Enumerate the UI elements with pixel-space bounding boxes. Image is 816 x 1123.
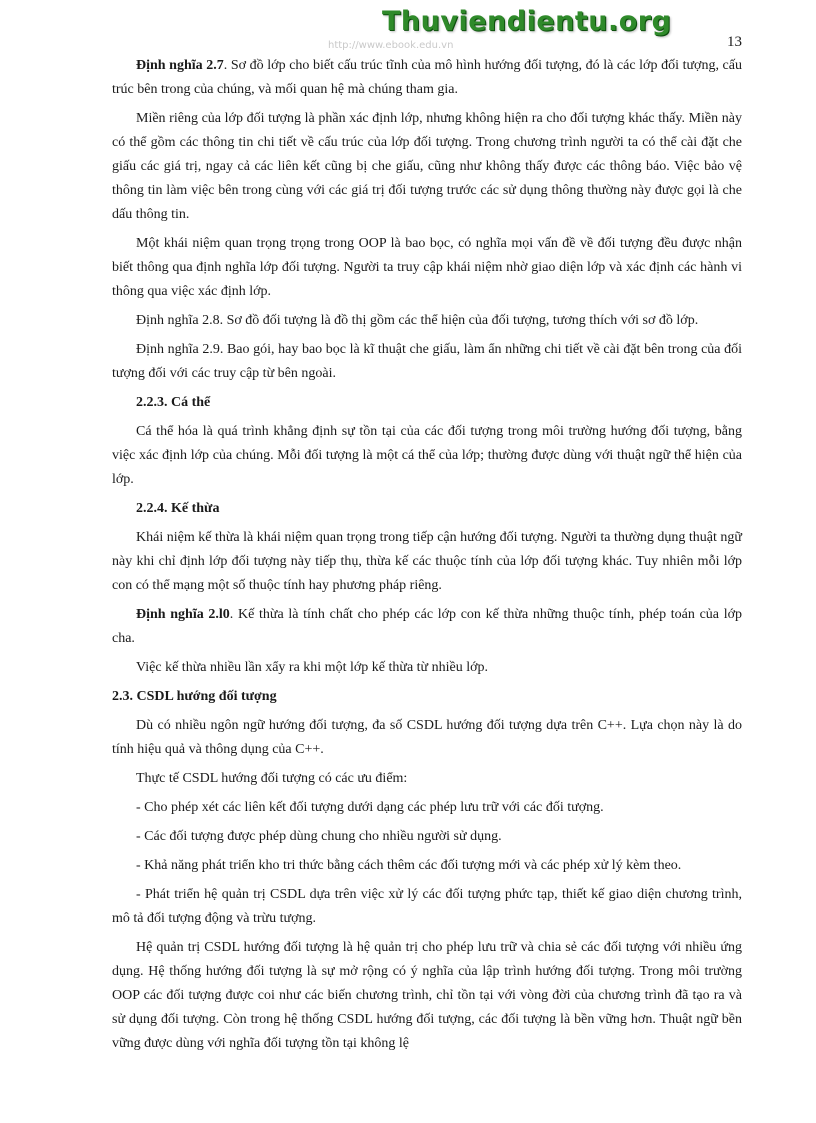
definition-text: . Sơ đồ lớp cho biết cấu trúc tĩnh của mô hình hướng đối tượng, đó là các lớp đối tượng, cấu trúc bên trong của chúng, và mối quan hệ mà chúng tham gia. — [112, 58, 742, 97]
paragraph: Việc kế thừa nhiều lần xẩy ra khi một lớp kế thừa từ nhiều lớp. — [136, 660, 489, 675]
watermark-url: http://www.ebook.edu.vn — [328, 40, 454, 51]
definition-label: Định nghĩa 2.7 — [136, 58, 224, 73]
list-item: - Các đối tượng được phép dùng chung cho nhiều người sử dụng. — [136, 829, 502, 844]
list-item: - Phát triển hệ quản trị CSDL dựa trên việc xử lý các đối tượng phức tạp, thiết kế giao diện chương trình, mô tả đối tượng động và trừu tượng. — [112, 887, 742, 926]
paragraph: Cá thể hóa là quá trình khẳng định sự tồn tại của các đối tượng trong môi trường hướng đối tượng, bằng việc xác định lớp của chúng. Mỗi đối tượng là một cá thể của lớp; thường được dùng với thuật ngữ thể hiện của lớp. — [112, 424, 742, 487]
section-heading-2-2-3: 2.2.3. Cá thể — [136, 395, 211, 410]
paragraph-definition-2-8: Định nghĩa 2.8. Sơ đồ đối tượng là đồ thị gồm các thể hiện của đối tượng, tương thích với sơ đồ lớp. — [136, 313, 699, 328]
section-heading-2-3: 2.3. CSDL hướng đối tượng — [112, 689, 277, 704]
page-content — [112, 54, 742, 1061]
paragraph: Hệ quản trị CSDL hướng đối tượng là hệ quản trị cho phép lưu trữ và chia sẻ các đối tượng với nhiều ứng dụng. Hệ thống hướng đối tượng là sự mở rộng có ý nghĩa của lập trình hướng đối tượng. Trong môi trường OOP các đối tượng được coi như các biến chương trình, chỉ tồn tại với vòng đời của chương trình đã tạo ra và sử dụng đối tượng. Còn trong hệ thống CSDL hướng đối tượng, các đối tượng là bền vững hơn. Thuật ngữ bền vững được dùng với nghĩa đối tượng tồn tại không lệ — [112, 940, 742, 1051]
paragraph-definition-2-10 — [112, 603, 742, 651]
page-number: 13 — [727, 34, 742, 50]
definition-text: . Kế thừa là tính chất cho phép các lớp con kế thừa những thuộc tính, phép toán của lớp cha. — [112, 607, 742, 646]
site-logo: Thuviendientu.org — [382, 6, 672, 37]
definition-label: Định nghĩa 2.l0 — [136, 607, 230, 622]
paragraph: Miền riêng của lớp đối tượng là phần xác định lớp, nhưng không hiện ra cho đối tượng khác thấy. Miền này có thể gồm các thông tin chi tiết về cấu trúc của lớp đối tượng. Trong chương trình người ta có thể cài đặt che giấu các giá trị, ngay cả các liên kết cũng bị che giấu, cũng như không thấy được các thông báo. Việc bảo vệ thông tin làm việc bên trong cùng với các giá trị đối tượng trước các sử dụng thông thường này được gọi là che dấu thông tin. — [112, 111, 742, 222]
section-heading-2-2-4: 2.2.4. Kế thừa — [136, 501, 220, 516]
paragraph: Dù có nhiều ngôn ngữ hướng đối tượng, đa số CSDL hướng đối tượng dựa trên C++. Lựa chọn này là do tính hiệu quả và thông dụng của C++. — [112, 718, 742, 757]
paragraph: Thực tế CSDL hướng đối tượng có các ưu điểm: — [136, 771, 408, 786]
paragraph: Khái niệm kế thừa là khái niệm quan trọng trong tiếp cận hướng đối tượng. Người ta thường dụng thuật ngữ này khi chỉ định lớp đối tượng này tiếp thụ, thừa kế các thuộc tính của lớp đối tượng khác. Tuy nhiên mỗi lớp con có thể mạng một số thuộc tính hay phương pháp riêng. — [112, 530, 742, 593]
list-item: - Cho phép xét các liên kết đối tượng dưới dạng các phép lưu trữ với các đối tượng. — [136, 800, 604, 815]
list-item: - Khả năng phát triển kho tri thức bằng cách thêm các đối tượng mới và các phép xử lý kèm theo. — [136, 858, 682, 873]
paragraph-definition-2-7 — [112, 54, 742, 102]
paragraph: Một khái niệm quan trọng trọng trong OOP là bao bọc, có nghĩa mọi vấn đề về đối tượng đều được nhận biết thông qua định nghĩa lớp đối tượng. Người ta truy cập khái niệm nhờ giao diện lớp và xác định các hành vi thông qua việc xác định lớp. — [112, 236, 742, 299]
paragraph-definition-2-9: Định nghĩa 2.9. Bao gói, hay bao bọc là kĩ thuật che giấu, làm ẩn những chi tiết về cài đặt bên trong của đối tượng đối với các truy cập từ bên ngoài. — [112, 342, 742, 381]
